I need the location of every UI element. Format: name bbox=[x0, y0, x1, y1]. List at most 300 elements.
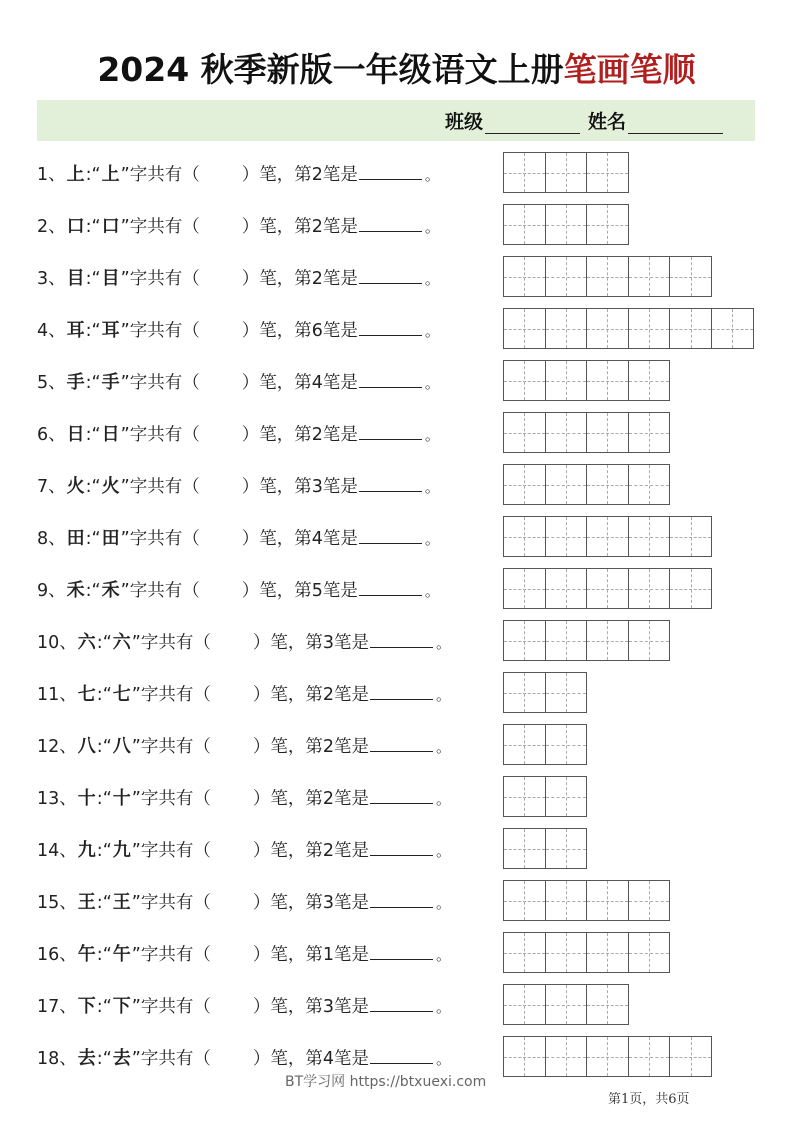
stroke-text: 笔是 bbox=[322, 217, 358, 237]
stroke-text: 笔是 bbox=[322, 373, 358, 393]
writing-grid bbox=[503, 256, 712, 297]
colon: : bbox=[85, 321, 92, 341]
tianzige-cell[interactable] bbox=[504, 205, 546, 244]
quote-close: ” bbox=[131, 737, 141, 757]
tianzige-cell[interactable] bbox=[629, 569, 671, 608]
tianzige-cell[interactable] bbox=[587, 985, 629, 1024]
target-character: 九 bbox=[77, 840, 96, 861]
period: 。 bbox=[435, 686, 451, 704]
question-number: 18、 bbox=[37, 1049, 77, 1069]
question-number: 8、 bbox=[37, 529, 66, 549]
question-text bbox=[37, 992, 451, 1018]
tianzige-cell[interactable] bbox=[504, 985, 546, 1024]
colon: : bbox=[96, 997, 103, 1017]
period: 。 bbox=[435, 842, 451, 860]
period: 。 bbox=[435, 790, 451, 808]
quote-close: ” bbox=[131, 945, 141, 965]
question-row bbox=[37, 256, 757, 296]
nth-stroke-number: 2 bbox=[322, 737, 334, 757]
quoted-character: 耳 bbox=[101, 320, 120, 341]
tianzige-cell[interactable] bbox=[546, 725, 588, 764]
stroke-text: 笔是 bbox=[322, 529, 358, 549]
writing-grid bbox=[503, 672, 587, 713]
close-text: ）笔，第 bbox=[241, 529, 312, 549]
tianzige-cell[interactable] bbox=[504, 829, 546, 868]
tianzige-cell[interactable] bbox=[587, 205, 629, 244]
period: 。 bbox=[424, 582, 440, 600]
tianzige-cell[interactable] bbox=[504, 569, 546, 608]
quote-open: “ bbox=[102, 997, 112, 1017]
nth-stroke-number: 4 bbox=[311, 373, 323, 393]
quoted-character: 九 bbox=[112, 840, 131, 861]
tianzige-cell[interactable] bbox=[504, 777, 546, 816]
total-text: 字共有（ bbox=[140, 945, 211, 965]
class-field bbox=[445, 107, 580, 134]
tianzige-cell[interactable] bbox=[587, 1037, 629, 1076]
writing-grid bbox=[503, 308, 754, 349]
close-text: ）笔，第 bbox=[241, 373, 312, 393]
quoted-character: 七 bbox=[112, 684, 131, 705]
tianzige-cell[interactable] bbox=[504, 517, 546, 556]
tianzige-cell[interactable] bbox=[546, 465, 588, 504]
question-number: 15、 bbox=[37, 893, 77, 913]
stroke-text: 笔是 bbox=[333, 893, 369, 913]
stroke-text: 笔是 bbox=[333, 1049, 369, 1069]
quote-open: “ bbox=[91, 165, 101, 185]
tianzige-cell[interactable] bbox=[670, 257, 712, 296]
tianzige-cell[interactable] bbox=[504, 361, 546, 400]
question-text bbox=[37, 212, 440, 238]
tianzige-cell[interactable] bbox=[587, 309, 629, 348]
target-character: 口 bbox=[66, 216, 85, 237]
tianzige-cell[interactable] bbox=[504, 413, 546, 452]
quote-close: ” bbox=[120, 217, 130, 237]
question-number: 10、 bbox=[37, 633, 77, 653]
nth-stroke-number: 4 bbox=[311, 529, 323, 549]
stroke-name-blank[interactable] bbox=[359, 318, 422, 336]
nth-stroke-number: 2 bbox=[322, 841, 334, 861]
tianzige-cell[interactable] bbox=[670, 309, 712, 348]
question-number: 7、 bbox=[37, 477, 66, 497]
quote-close: ” bbox=[120, 373, 130, 393]
close-text: ）笔，第 bbox=[241, 581, 312, 601]
total-text: 字共有（ bbox=[140, 1049, 211, 1069]
name-label: 姓名 bbox=[588, 111, 627, 133]
nth-stroke-number: 6 bbox=[311, 321, 323, 341]
period: 。 bbox=[424, 218, 440, 236]
tianzige-cell[interactable] bbox=[546, 673, 588, 712]
tianzige-cell[interactable] bbox=[504, 257, 546, 296]
quote-open: “ bbox=[102, 685, 112, 705]
target-character: 田 bbox=[66, 528, 85, 549]
target-character: 日 bbox=[66, 424, 85, 445]
writing-grid bbox=[503, 620, 670, 661]
tianzige-cell[interactable] bbox=[670, 517, 712, 556]
target-character: 目 bbox=[66, 268, 85, 289]
nth-stroke-number: 3 bbox=[322, 893, 334, 913]
colon: : bbox=[85, 269, 92, 289]
close-text: ）笔，第 bbox=[241, 477, 312, 497]
tianzige-cell[interactable] bbox=[504, 621, 546, 660]
colon: : bbox=[96, 945, 103, 965]
quote-open: “ bbox=[91, 477, 101, 497]
quote-open: “ bbox=[102, 945, 112, 965]
quoted-character: 下 bbox=[112, 996, 131, 1017]
close-text: ）笔，第 bbox=[241, 425, 312, 445]
writing-grid bbox=[503, 1036, 712, 1077]
stroke-name-blank[interactable] bbox=[370, 734, 433, 752]
question-text bbox=[37, 784, 451, 810]
stroke-name-blank[interactable] bbox=[370, 1046, 433, 1064]
target-character: 六 bbox=[77, 632, 96, 653]
close-text: ）笔，第 bbox=[252, 789, 323, 809]
question-row bbox=[37, 464, 757, 504]
target-character: 七 bbox=[77, 684, 96, 705]
tianzige-cell[interactable] bbox=[546, 569, 588, 608]
close-text: ）笔，第 bbox=[241, 217, 312, 237]
tianzige-cell[interactable] bbox=[629, 881, 671, 920]
tianzige-cell[interactable] bbox=[546, 205, 588, 244]
period: 。 bbox=[435, 1050, 451, 1068]
question-row bbox=[37, 204, 757, 244]
quote-open: “ bbox=[102, 737, 112, 757]
close-text: ）笔，第 bbox=[241, 165, 312, 185]
quote-open: “ bbox=[91, 425, 101, 445]
total-text: 字共有（ bbox=[140, 789, 211, 809]
name-field bbox=[588, 107, 723, 134]
stroke-name-blank[interactable] bbox=[370, 630, 433, 648]
stroke-name-blank[interactable] bbox=[359, 370, 422, 388]
tianzige-cell[interactable] bbox=[504, 153, 546, 192]
total-text: 字共有（ bbox=[140, 737, 211, 757]
question-text bbox=[37, 368, 440, 394]
question-text bbox=[37, 628, 451, 654]
tianzige-cell[interactable] bbox=[504, 673, 546, 712]
question-text bbox=[37, 472, 440, 498]
quoted-character: 禾 bbox=[101, 580, 120, 601]
tianzige-cell[interactable] bbox=[546, 257, 588, 296]
tianzige-cell[interactable] bbox=[629, 465, 671, 504]
stroke-name-blank[interactable] bbox=[370, 942, 433, 960]
question-text bbox=[37, 680, 451, 706]
quoted-character: 午 bbox=[112, 944, 131, 965]
quoted-character: 十 bbox=[112, 788, 131, 809]
quoted-character: 火 bbox=[101, 476, 120, 497]
tianzige-cell[interactable] bbox=[546, 621, 588, 660]
tianzige-cell[interactable] bbox=[629, 413, 671, 452]
quote-close: ” bbox=[120, 165, 130, 185]
target-character: 禾 bbox=[66, 580, 85, 601]
tianzige-cell[interactable] bbox=[629, 933, 671, 972]
total-text: 字共有（ bbox=[140, 997, 211, 1017]
nth-stroke-number: 5 bbox=[311, 581, 323, 601]
colon: : bbox=[85, 529, 92, 549]
question-text bbox=[37, 264, 440, 290]
close-text: ）笔，第 bbox=[252, 997, 323, 1017]
close-text: ）笔，第 bbox=[252, 945, 323, 965]
period: 。 bbox=[435, 998, 451, 1016]
period: 。 bbox=[435, 946, 451, 964]
stroke-text: 笔是 bbox=[322, 165, 358, 185]
tianzige-cell[interactable] bbox=[629, 361, 671, 400]
tianzige-cell[interactable] bbox=[546, 153, 588, 192]
writing-grid bbox=[503, 464, 670, 505]
quote-open: “ bbox=[91, 373, 101, 393]
quote-open: “ bbox=[91, 529, 101, 549]
page-title bbox=[0, 44, 793, 91]
tianzige-cell[interactable] bbox=[587, 621, 629, 660]
quoted-character: 口 bbox=[101, 216, 120, 237]
period: 。 bbox=[424, 426, 440, 444]
writing-grid bbox=[503, 724, 587, 765]
stroke-text: 笔是 bbox=[333, 685, 369, 705]
quoted-character: 田 bbox=[101, 528, 120, 549]
total-text: 字共有（ bbox=[129, 373, 200, 393]
tianzige-cell[interactable] bbox=[546, 881, 588, 920]
tianzige-cell[interactable] bbox=[504, 309, 546, 348]
question-row bbox=[37, 360, 757, 400]
tianzige-cell[interactable] bbox=[546, 777, 588, 816]
question-number: 5、 bbox=[37, 373, 66, 393]
question-row bbox=[37, 152, 757, 192]
writing-grid bbox=[503, 360, 670, 401]
total-text: 字共有（ bbox=[140, 633, 211, 653]
tianzige-cell[interactable] bbox=[587, 361, 629, 400]
close-text: ）笔，第 bbox=[252, 737, 323, 757]
stroke-name-blank[interactable] bbox=[370, 682, 433, 700]
total-text: 字共有（ bbox=[129, 321, 200, 341]
tianzige-cell[interactable] bbox=[629, 621, 671, 660]
nth-stroke-number: 3 bbox=[311, 477, 323, 497]
question-row bbox=[37, 516, 757, 556]
question-text bbox=[37, 1044, 451, 1070]
tianzige-cell[interactable] bbox=[587, 413, 629, 452]
nth-stroke-number: 2 bbox=[311, 269, 323, 289]
tianzige-cell[interactable] bbox=[546, 517, 588, 556]
tianzige-cell[interactable] bbox=[587, 153, 629, 192]
colon: : bbox=[96, 841, 103, 861]
total-text: 字共有（ bbox=[129, 269, 200, 289]
period: 。 bbox=[424, 270, 440, 288]
tianzige-cell[interactable] bbox=[587, 517, 629, 556]
tianzige-cell[interactable] bbox=[504, 933, 546, 972]
writing-grid bbox=[503, 568, 712, 609]
target-character: 八 bbox=[77, 736, 96, 757]
question-number: 2、 bbox=[37, 217, 66, 237]
tianzige-cell[interactable] bbox=[629, 257, 671, 296]
tianzige-cell[interactable] bbox=[546, 361, 588, 400]
stroke-text: 笔是 bbox=[333, 789, 369, 809]
colon: : bbox=[96, 737, 103, 757]
quoted-character: 八 bbox=[112, 736, 131, 757]
tianzige-cell[interactable] bbox=[587, 881, 629, 920]
quote-close: ” bbox=[120, 581, 130, 601]
stroke-text: 笔是 bbox=[322, 581, 358, 601]
quoted-character: 六 bbox=[112, 632, 131, 653]
quoted-character: 手 bbox=[101, 372, 120, 393]
tianzige-cell[interactable] bbox=[670, 569, 712, 608]
quote-close: ” bbox=[131, 841, 141, 861]
stroke-text: 笔是 bbox=[333, 945, 369, 965]
stroke-name-blank[interactable] bbox=[359, 162, 422, 180]
target-character: 去 bbox=[77, 1048, 96, 1069]
colon: : bbox=[85, 373, 92, 393]
total-text: 字共有（ bbox=[129, 217, 200, 237]
tianzige-cell[interactable] bbox=[546, 1037, 588, 1076]
class-input-line[interactable] bbox=[485, 112, 580, 134]
quote-open: “ bbox=[102, 789, 112, 809]
question-number: 1、 bbox=[37, 165, 66, 185]
nth-stroke-number: 3 bbox=[322, 997, 334, 1017]
stroke-text: 笔是 bbox=[333, 737, 369, 757]
total-text: 字共有（ bbox=[129, 581, 200, 601]
stroke-name-blank[interactable] bbox=[359, 474, 422, 492]
quote-open: “ bbox=[91, 581, 101, 601]
quoted-character: 目 bbox=[101, 268, 120, 289]
question-number: 16、 bbox=[37, 945, 77, 965]
quote-close: ” bbox=[120, 321, 130, 341]
stroke-name-blank[interactable] bbox=[359, 526, 422, 544]
close-text: ）笔，第 bbox=[241, 321, 312, 341]
tianzige-cell[interactable] bbox=[504, 725, 546, 764]
question-row bbox=[37, 672, 757, 712]
colon: : bbox=[85, 217, 92, 237]
period: 。 bbox=[435, 634, 451, 652]
question-text bbox=[37, 160, 440, 186]
quote-close: ” bbox=[131, 685, 141, 705]
colon: : bbox=[96, 789, 103, 809]
question-number: 14、 bbox=[37, 841, 77, 861]
stroke-text: 笔是 bbox=[333, 997, 369, 1017]
total-text: 字共有（ bbox=[140, 841, 211, 861]
question-text bbox=[37, 420, 440, 446]
tianzige-cell[interactable] bbox=[587, 465, 629, 504]
quote-close: ” bbox=[120, 529, 130, 549]
stroke-name-blank[interactable] bbox=[370, 890, 433, 908]
tianzige-cell[interactable] bbox=[546, 933, 588, 972]
question-row bbox=[37, 308, 757, 348]
writing-grid bbox=[503, 152, 629, 193]
name-input-line[interactable] bbox=[628, 112, 723, 134]
question-text bbox=[37, 888, 451, 914]
question-number: 6、 bbox=[37, 425, 66, 445]
nth-stroke-number: 3 bbox=[322, 633, 334, 653]
quote-close: ” bbox=[131, 997, 141, 1017]
total-text: 字共有（ bbox=[129, 529, 200, 549]
stroke-name-blank[interactable] bbox=[370, 786, 433, 804]
quote-close: ” bbox=[131, 1049, 141, 1069]
writing-grid bbox=[503, 984, 629, 1025]
question-number: 9、 bbox=[37, 581, 66, 601]
period: 。 bbox=[435, 894, 451, 912]
question-row bbox=[37, 1036, 757, 1076]
stroke-name-blank[interactable] bbox=[359, 578, 422, 596]
tianzige-cell[interactable] bbox=[546, 829, 588, 868]
tianzige-cell[interactable] bbox=[629, 1037, 671, 1076]
question-number: 3、 bbox=[37, 269, 66, 289]
question-number: 12、 bbox=[37, 737, 77, 757]
close-text: ）笔，第 bbox=[252, 685, 323, 705]
total-text: 字共有（ bbox=[129, 477, 200, 497]
header-band bbox=[37, 100, 755, 141]
quote-open: “ bbox=[91, 217, 101, 237]
nth-stroke-number: 4 bbox=[322, 1049, 334, 1069]
period: 。 bbox=[424, 166, 440, 184]
tianzige-cell[interactable] bbox=[587, 933, 629, 972]
quoted-character: 去 bbox=[112, 1048, 131, 1069]
stroke-name-blank[interactable] bbox=[370, 994, 433, 1012]
quote-open: “ bbox=[102, 841, 112, 861]
target-character: 午 bbox=[77, 944, 96, 965]
quote-open: “ bbox=[102, 1049, 112, 1069]
colon: : bbox=[96, 1049, 103, 1069]
tianzige-cell[interactable] bbox=[546, 985, 588, 1024]
tianzige-cell[interactable] bbox=[546, 309, 588, 348]
stroke-name-blank[interactable] bbox=[359, 266, 422, 284]
quote-open: “ bbox=[102, 893, 112, 913]
tianzige-cell[interactable] bbox=[587, 569, 629, 608]
total-text: 字共有（ bbox=[140, 685, 211, 705]
close-text: ）笔，第 bbox=[241, 269, 312, 289]
quote-close: ” bbox=[131, 633, 141, 653]
stroke-text: 笔是 bbox=[322, 477, 358, 497]
tianzige-cell[interactable] bbox=[504, 881, 546, 920]
question-text bbox=[37, 940, 451, 966]
stroke-text: 笔是 bbox=[322, 425, 358, 445]
writing-grid bbox=[503, 880, 670, 921]
question-number: 17、 bbox=[37, 997, 77, 1017]
tianzige-cell[interactable] bbox=[670, 1037, 712, 1076]
quoted-character: 日 bbox=[101, 424, 120, 445]
stroke-text: 笔是 bbox=[322, 321, 358, 341]
tianzige-cell[interactable] bbox=[587, 257, 629, 296]
target-character: 上 bbox=[66, 164, 85, 185]
tianzige-cell[interactable] bbox=[504, 465, 546, 504]
page-number: 第1页，共6页 bbox=[608, 1092, 690, 1107]
period: 。 bbox=[435, 738, 451, 756]
nth-stroke-number: 2 bbox=[311, 165, 323, 185]
question-row bbox=[37, 724, 757, 764]
tianzige-cell[interactable] bbox=[712, 309, 754, 348]
colon: : bbox=[96, 685, 103, 705]
target-character: 火 bbox=[66, 476, 85, 497]
close-text: ）笔，第 bbox=[252, 893, 323, 913]
tianzige-cell[interactable] bbox=[629, 517, 671, 556]
stroke-text: 笔是 bbox=[333, 633, 369, 653]
quote-open: “ bbox=[102, 633, 112, 653]
total-text: 字共有（ bbox=[140, 893, 211, 913]
question-text bbox=[37, 732, 451, 758]
quoted-character: 上 bbox=[101, 164, 120, 185]
question-number: 11、 bbox=[37, 685, 77, 705]
question-number: 13、 bbox=[37, 789, 77, 809]
period: 。 bbox=[424, 374, 440, 392]
stroke-text: 笔是 bbox=[322, 269, 358, 289]
question-row bbox=[37, 828, 757, 868]
question-number: 4、 bbox=[37, 321, 66, 341]
stroke-name-blank[interactable] bbox=[359, 422, 422, 440]
stroke-name-blank[interactable] bbox=[359, 214, 422, 232]
close-text: ）笔，第 bbox=[252, 633, 323, 653]
tianzige-cell[interactable] bbox=[546, 413, 588, 452]
tianzige-cell[interactable] bbox=[629, 309, 671, 348]
question-row bbox=[37, 568, 757, 608]
colon: : bbox=[96, 633, 103, 653]
tianzige-cell[interactable] bbox=[504, 1037, 546, 1076]
target-character: 手 bbox=[66, 372, 85, 393]
stroke-name-blank[interactable] bbox=[370, 838, 433, 856]
nth-stroke-number: 2 bbox=[311, 217, 323, 237]
